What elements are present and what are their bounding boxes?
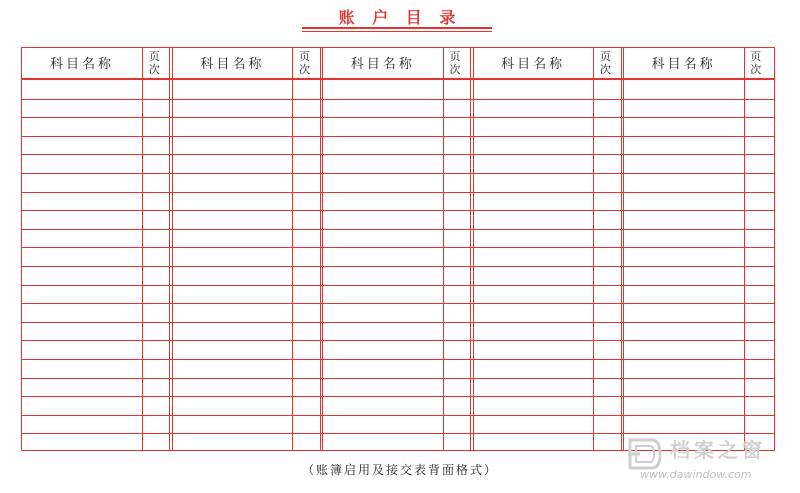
page-header-top: 页 (750, 50, 762, 63)
page-number-header (593, 49, 617, 77)
watermark-name: 档案之窗 (670, 438, 766, 462)
page-number-header (744, 49, 768, 77)
page-header-bottom: 次 (750, 63, 762, 76)
page-header-bottom: 次 (299, 63, 311, 76)
column-divider (443, 48, 444, 450)
table-row-rule (22, 303, 774, 304)
account-name-header: 科目名称 (49, 56, 114, 72)
title-underline-thin (302, 31, 492, 32)
table-row-rule (22, 192, 774, 193)
account-name-header: 科目名称 (651, 56, 716, 72)
table-row-rule (22, 173, 774, 174)
page-header-bottom: 次 (148, 63, 160, 76)
page-header-top: 页 (299, 50, 311, 63)
table-row-rule (22, 136, 774, 137)
page-number-header (142, 49, 166, 77)
column-group (323, 48, 473, 450)
column-group (473, 48, 623, 450)
account-name-header: 科目名称 (200, 56, 265, 72)
account-name-header: 科目名称 (350, 56, 415, 72)
account-directory-table (21, 47, 775, 451)
table-row-rule (22, 322, 774, 323)
caption: （账簿启用及接交表背面格式） (301, 463, 498, 477)
column-group (172, 48, 322, 450)
table-row-rule (22, 154, 774, 155)
page-number-header (443, 49, 467, 77)
ledger-title: 账 户 目 录 (338, 8, 462, 27)
table-row-rule (22, 378, 774, 379)
page-header-top: 页 (599, 50, 611, 63)
table-row-rule (22, 210, 774, 211)
table-row-rule (22, 415, 774, 416)
page-header-bottom: 次 (449, 63, 461, 76)
watermark-url: www.dawindow.com (640, 468, 752, 481)
table-row-rule (22, 359, 774, 360)
table-row-rule (22, 247, 774, 248)
table-row-rule (22, 396, 774, 397)
column-group (624, 48, 774, 450)
table-row-rule (22, 117, 774, 118)
page-header-bottom: 次 (599, 63, 611, 76)
title-underline (302, 27, 492, 29)
group-divider (621, 48, 622, 450)
table-row-rule (22, 99, 774, 100)
header-rule (22, 78, 774, 80)
group-divider (470, 48, 471, 450)
page-header-top: 页 (148, 50, 160, 63)
table-row-rule (22, 285, 774, 286)
column-divider (593, 48, 594, 450)
table-row-rule (22, 229, 774, 230)
watermark (626, 432, 796, 486)
watermark-logo-icon (626, 436, 664, 472)
page-number-header (292, 49, 316, 77)
column-group (22, 48, 172, 450)
column-divider (744, 48, 745, 450)
group-divider (320, 48, 321, 450)
table-row-rule (22, 340, 774, 341)
table-row-rule (22, 266, 774, 267)
column-divider (292, 48, 293, 450)
column-divider (142, 48, 143, 450)
page-header-top: 页 (449, 50, 461, 63)
group-divider (169, 48, 170, 450)
account-name-header: 科目名称 (501, 56, 566, 72)
